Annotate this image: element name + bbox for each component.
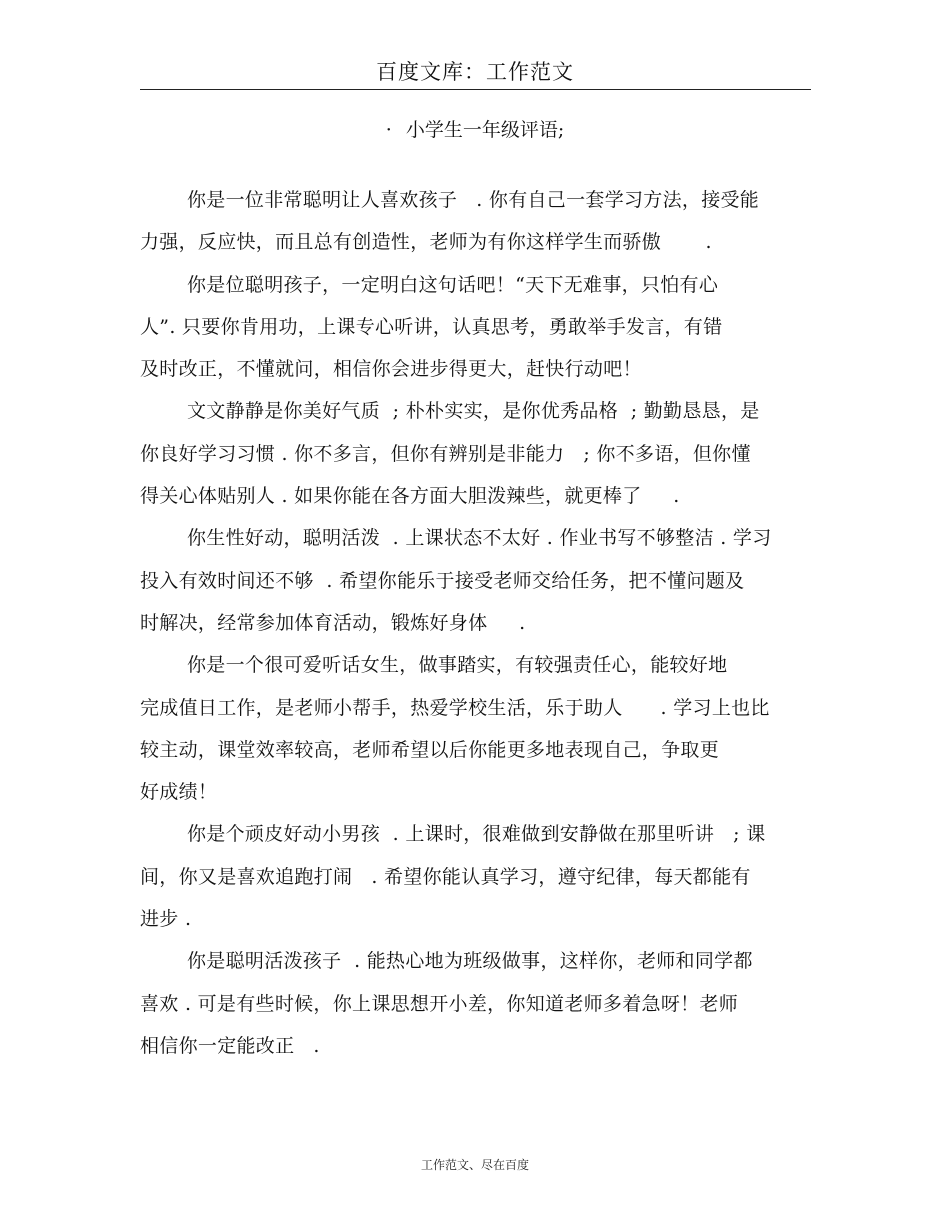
text-line: 及时改正，不懂就问，相信你会进步得更大，赶快行动吧！ xyxy=(140,358,642,381)
text-line: 人”. 只要你肯用功，上课专心听讲，认真思考，勇敢举手发言，有错 xyxy=(140,315,723,338)
text-line: 你是位聪明孩子，一定明白这句话吧！“天下无难事，只怕有心 xyxy=(187,273,719,296)
text-line: 相信你一定能改正 . xyxy=(140,1034,320,1057)
text-line: 你是聪明活泼孩子 . 能热心地为班级做事，这样你，老师和同学都 xyxy=(187,950,753,973)
text-line: 间，你又是喜欢追跑打闹 . 希望你能认真学习，遵守纪律，每天都能有 xyxy=(140,865,751,888)
text-line: 得关心体贴别人 . 如果你能在各方面大胆泼辣些，就更棒了 . xyxy=(140,485,680,508)
document-title xyxy=(140,116,810,144)
text-line: 好成绩！ xyxy=(140,781,218,804)
text-line: 你生性好动，聪明活泼 . 上课状态不太好 . 作业书写不够整洁 . 学习 xyxy=(187,527,772,550)
text-line: 喜欢 . 可是有些时候，你上课思想开小差，你知道老师多着急呀！老师 xyxy=(140,992,739,1015)
text-line: 力强，反应快，而且总有创造性，老师为有你这样学生而骄傲 . xyxy=(140,231,712,254)
text-line: 你是个顽皮好动小男孩 . 上课时，很难做到安静做在那里听讲 ; 课 xyxy=(187,823,766,846)
text-line: 完成值日工作，是老师小帮手，热爱学校生活，乐于助人 . 学习上也比 xyxy=(140,696,770,719)
text-line: 你是一个很可爱听话女生，做事踏实，有较强责任心，能较好地 xyxy=(187,654,728,677)
text-line: 你是一位非常聪明让人喜欢孩子 . 你有自己一套学习方法，接受能 xyxy=(187,189,760,211)
comment-paragraph-3 xyxy=(140,393,810,520)
comment-paragraph-6 xyxy=(140,816,810,943)
page-footer: 工作范文、尽在百度 xyxy=(420,1158,529,1172)
comment-paragraph-7 xyxy=(140,943,810,1070)
page-header: 百度文库：工作范文 xyxy=(376,60,574,84)
text-line: 文文静静是你美好气质 ; 朴朴实实，是你优秀品格 ; 勤勤恳恳，是 xyxy=(187,400,760,423)
title-text: 小学生一年级评语; xyxy=(405,119,565,141)
text-line: 你良好学习习惯 . 你不多言，但你有辨别是非能力 ; 你不多语，但你懂 xyxy=(140,442,751,465)
comment-paragraph-1 xyxy=(140,182,810,267)
document-body xyxy=(140,182,810,1070)
comment-paragraph-2 xyxy=(140,267,810,394)
comment-paragraph-4 xyxy=(140,520,810,647)
text-line: 投入有效时间还不够 . 希望你能乐于接受老师交给任务，把不懂问题及 xyxy=(140,569,745,592)
text-line: 时解决，经常参加体育活动，锻炼好身体 . xyxy=(140,611,526,634)
text-line: 较主动，课堂效率较高，老师希望以后你能更多地表现自己，争取更 xyxy=(140,738,720,761)
title-bullet: · xyxy=(385,119,392,141)
text-line: 进步 . xyxy=(140,908,192,931)
comment-paragraph-5 xyxy=(140,647,810,816)
header-divider xyxy=(140,89,811,90)
